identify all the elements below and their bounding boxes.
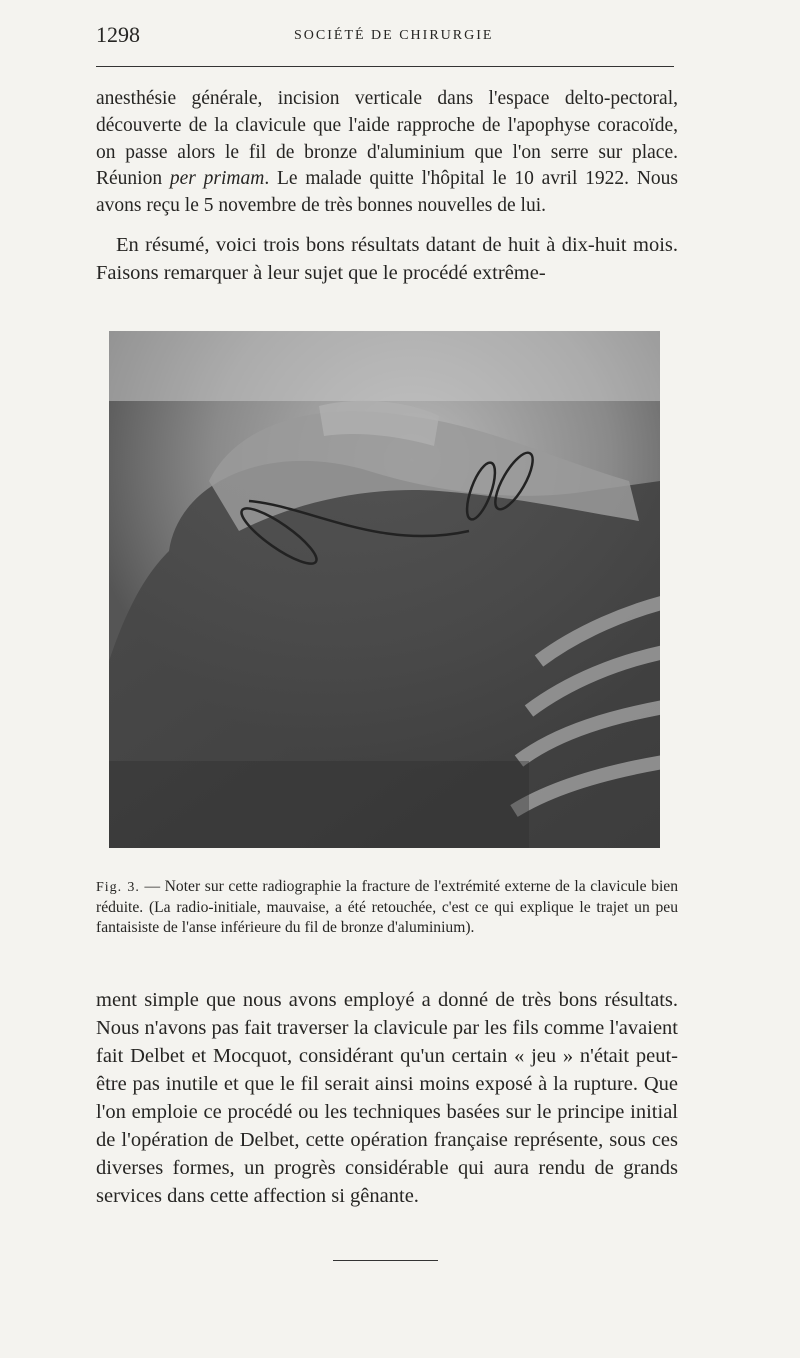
header-rule — [96, 66, 674, 67]
caption-text: — Noter sur cette radiographie la fracture de l'extrémité externe de la clavicule bien réduite. (La radio-initiale, mauvaise, a été retouchée, c'est ce qui explique le trajet un peu fantaisiste de l'anse inférieure du fil de bronze d'aluminium). — [96, 878, 678, 936]
paragraph-text: . Le malade quitte l'hôpital le 10 avril 1922. Nous avons reçu le 5 novembre de très bonnes nouvelles de lui. — [96, 168, 678, 217]
body-paragraph: ment simple que nous avons employé a donné de très bons résultats. Nous n'avons pas fait traverser la clavicule par les fils comme l'avaient fait Delbet et Mocquot, considérant qu'un certain « jeu » n'était peut-être pas inutile et que le fil serait ainsi moins exposé à la rupture. Que l'on emploie ce procédé ou les techniques basées sur le principe initial de l'opération de Delbet, cette opération française représente, sous ces diverses formes, un progrès considérable qui aura rendu de grands services dans cette affection si gênante. — [96, 989, 678, 1207]
paragraph-text: anesthésie générale, incision verticale dans l'espace delto-pectoral, découverte de la clavicule que l'aide rapproche de l'apophyse coracoïde, on passe alors le fil de bronze d'aluminium que l'on serre sur place. Réunion — [96, 88, 678, 190]
radiograph-figure — [109, 331, 660, 848]
page-number: 1298 — [96, 22, 140, 47]
italic-phrase: per primam — [169, 168, 265, 190]
running-head: SOCIÉTÉ DE CHIRURGIE — [294, 28, 494, 43]
body-paragraph: En résumé, voici trois bons résultats datant de huit à dix-huit mois. Faisons remarquer à leur sujet que le procédé extrême- — [96, 234, 678, 284]
closing-rule — [333, 1260, 438, 1261]
body-paragraph — [96, 86, 678, 220]
caption-label: Fig. 3. — [96, 880, 140, 895]
figure-caption — [96, 877, 678, 938]
radiograph-image — [109, 331, 660, 848]
